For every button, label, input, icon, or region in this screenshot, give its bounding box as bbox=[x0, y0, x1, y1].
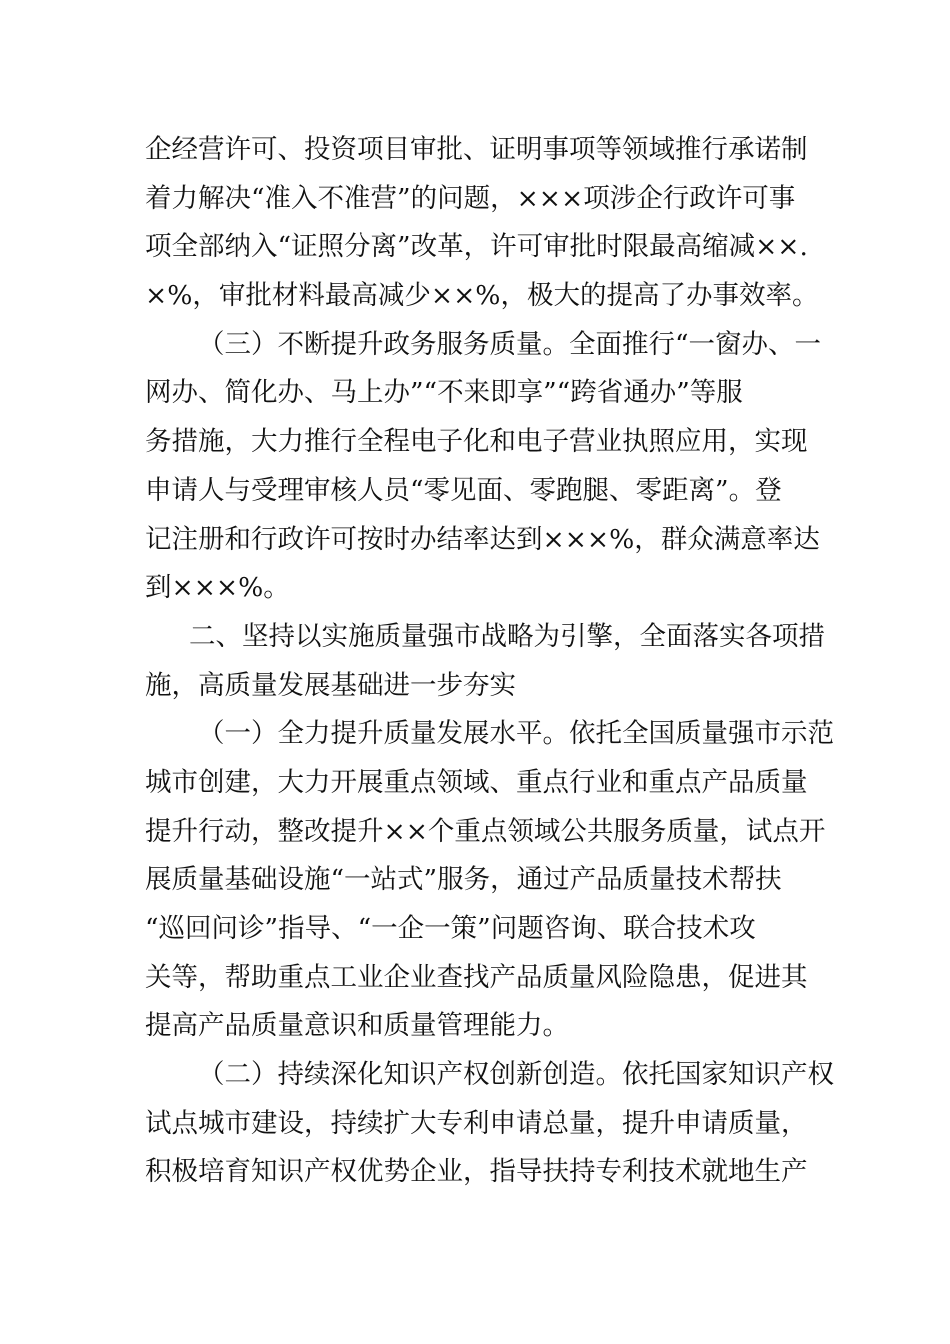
text-line: 记注册和行政许可按时办结率达到×××%，群众满意率达 bbox=[145, 523, 820, 555]
text-line: （一）全力提升质量发展水平。依托全国质量强市示范 bbox=[198, 718, 834, 750]
text-line: “巡回问诊”指导、“一企一策”问题咨询、联合技术攻 bbox=[145, 913, 756, 944]
text-line: 提升行动，整改提升××个重点领域公共服务质量，试点开 bbox=[145, 815, 826, 847]
section-heading-quality-strategy bbox=[145, 613, 825, 710]
text-line: 积极培育知识产权优势企业，指导扶持专利技术就地生产 bbox=[145, 1156, 808, 1188]
text-line: 企经营许可、投资项目审批、证明事项等领域推行承诺制 bbox=[145, 134, 808, 165]
text-line: 展质量基础设施“一站式”服务，通过产品质量技术帮扶 bbox=[145, 864, 782, 896]
text-line: 城市创建，大力开展重点领域、重点行业和重点产品质量 bbox=[145, 766, 808, 798]
text-line: 施，高质量发展基础进一步夯实 bbox=[145, 669, 516, 701]
paragraph-quality-development bbox=[145, 710, 834, 1051]
paragraph-approval-reform bbox=[145, 126, 819, 321]
text-line: 着力解决“准入不准营”的问题，×××项涉企行政许可事 bbox=[145, 182, 796, 214]
text-line: 试点城市建设，持续扩大专利申请总量，提升申请质量， bbox=[145, 1107, 808, 1139]
text-line: 提高产品质量意识和质量管理能力。 bbox=[145, 1010, 569, 1042]
text-line: 二、坚持以实施质量强市战略为引擎，全面落实各项措 bbox=[189, 620, 825, 652]
text-line: 到×××%。 bbox=[145, 572, 290, 604]
text-line: 项全部纳入“证照分离”改革，许可审批时限最高缩减××. bbox=[145, 231, 808, 263]
text-line: 网办、简化办、马上办”“不来即享”“跨省通办”等服 bbox=[145, 377, 743, 409]
paragraph-intellectual-property bbox=[145, 1051, 834, 1197]
text-line: 务措施，大力推行全程电子化和电子营业执照应用，实现 bbox=[145, 426, 808, 458]
text-line: （二）持续深化知识产权创新创造。依托国家知识产权 bbox=[198, 1059, 834, 1091]
document-body bbox=[145, 126, 834, 1197]
text-line: 申请人与受理审核人员“零见面、零跑腿、零距离”。登 bbox=[145, 474, 782, 506]
paragraph-government-service bbox=[145, 321, 822, 613]
text-line: 关等，帮助重点工业企业查找产品质量风险隐患，促进其 bbox=[145, 961, 808, 993]
text-line: ×%，审批材料最高减少××%，极大的提高了办事效率。 bbox=[145, 280, 819, 312]
text-line: （三）不断提升政务服务质量。全面推行“一窗办、一 bbox=[198, 328, 822, 360]
